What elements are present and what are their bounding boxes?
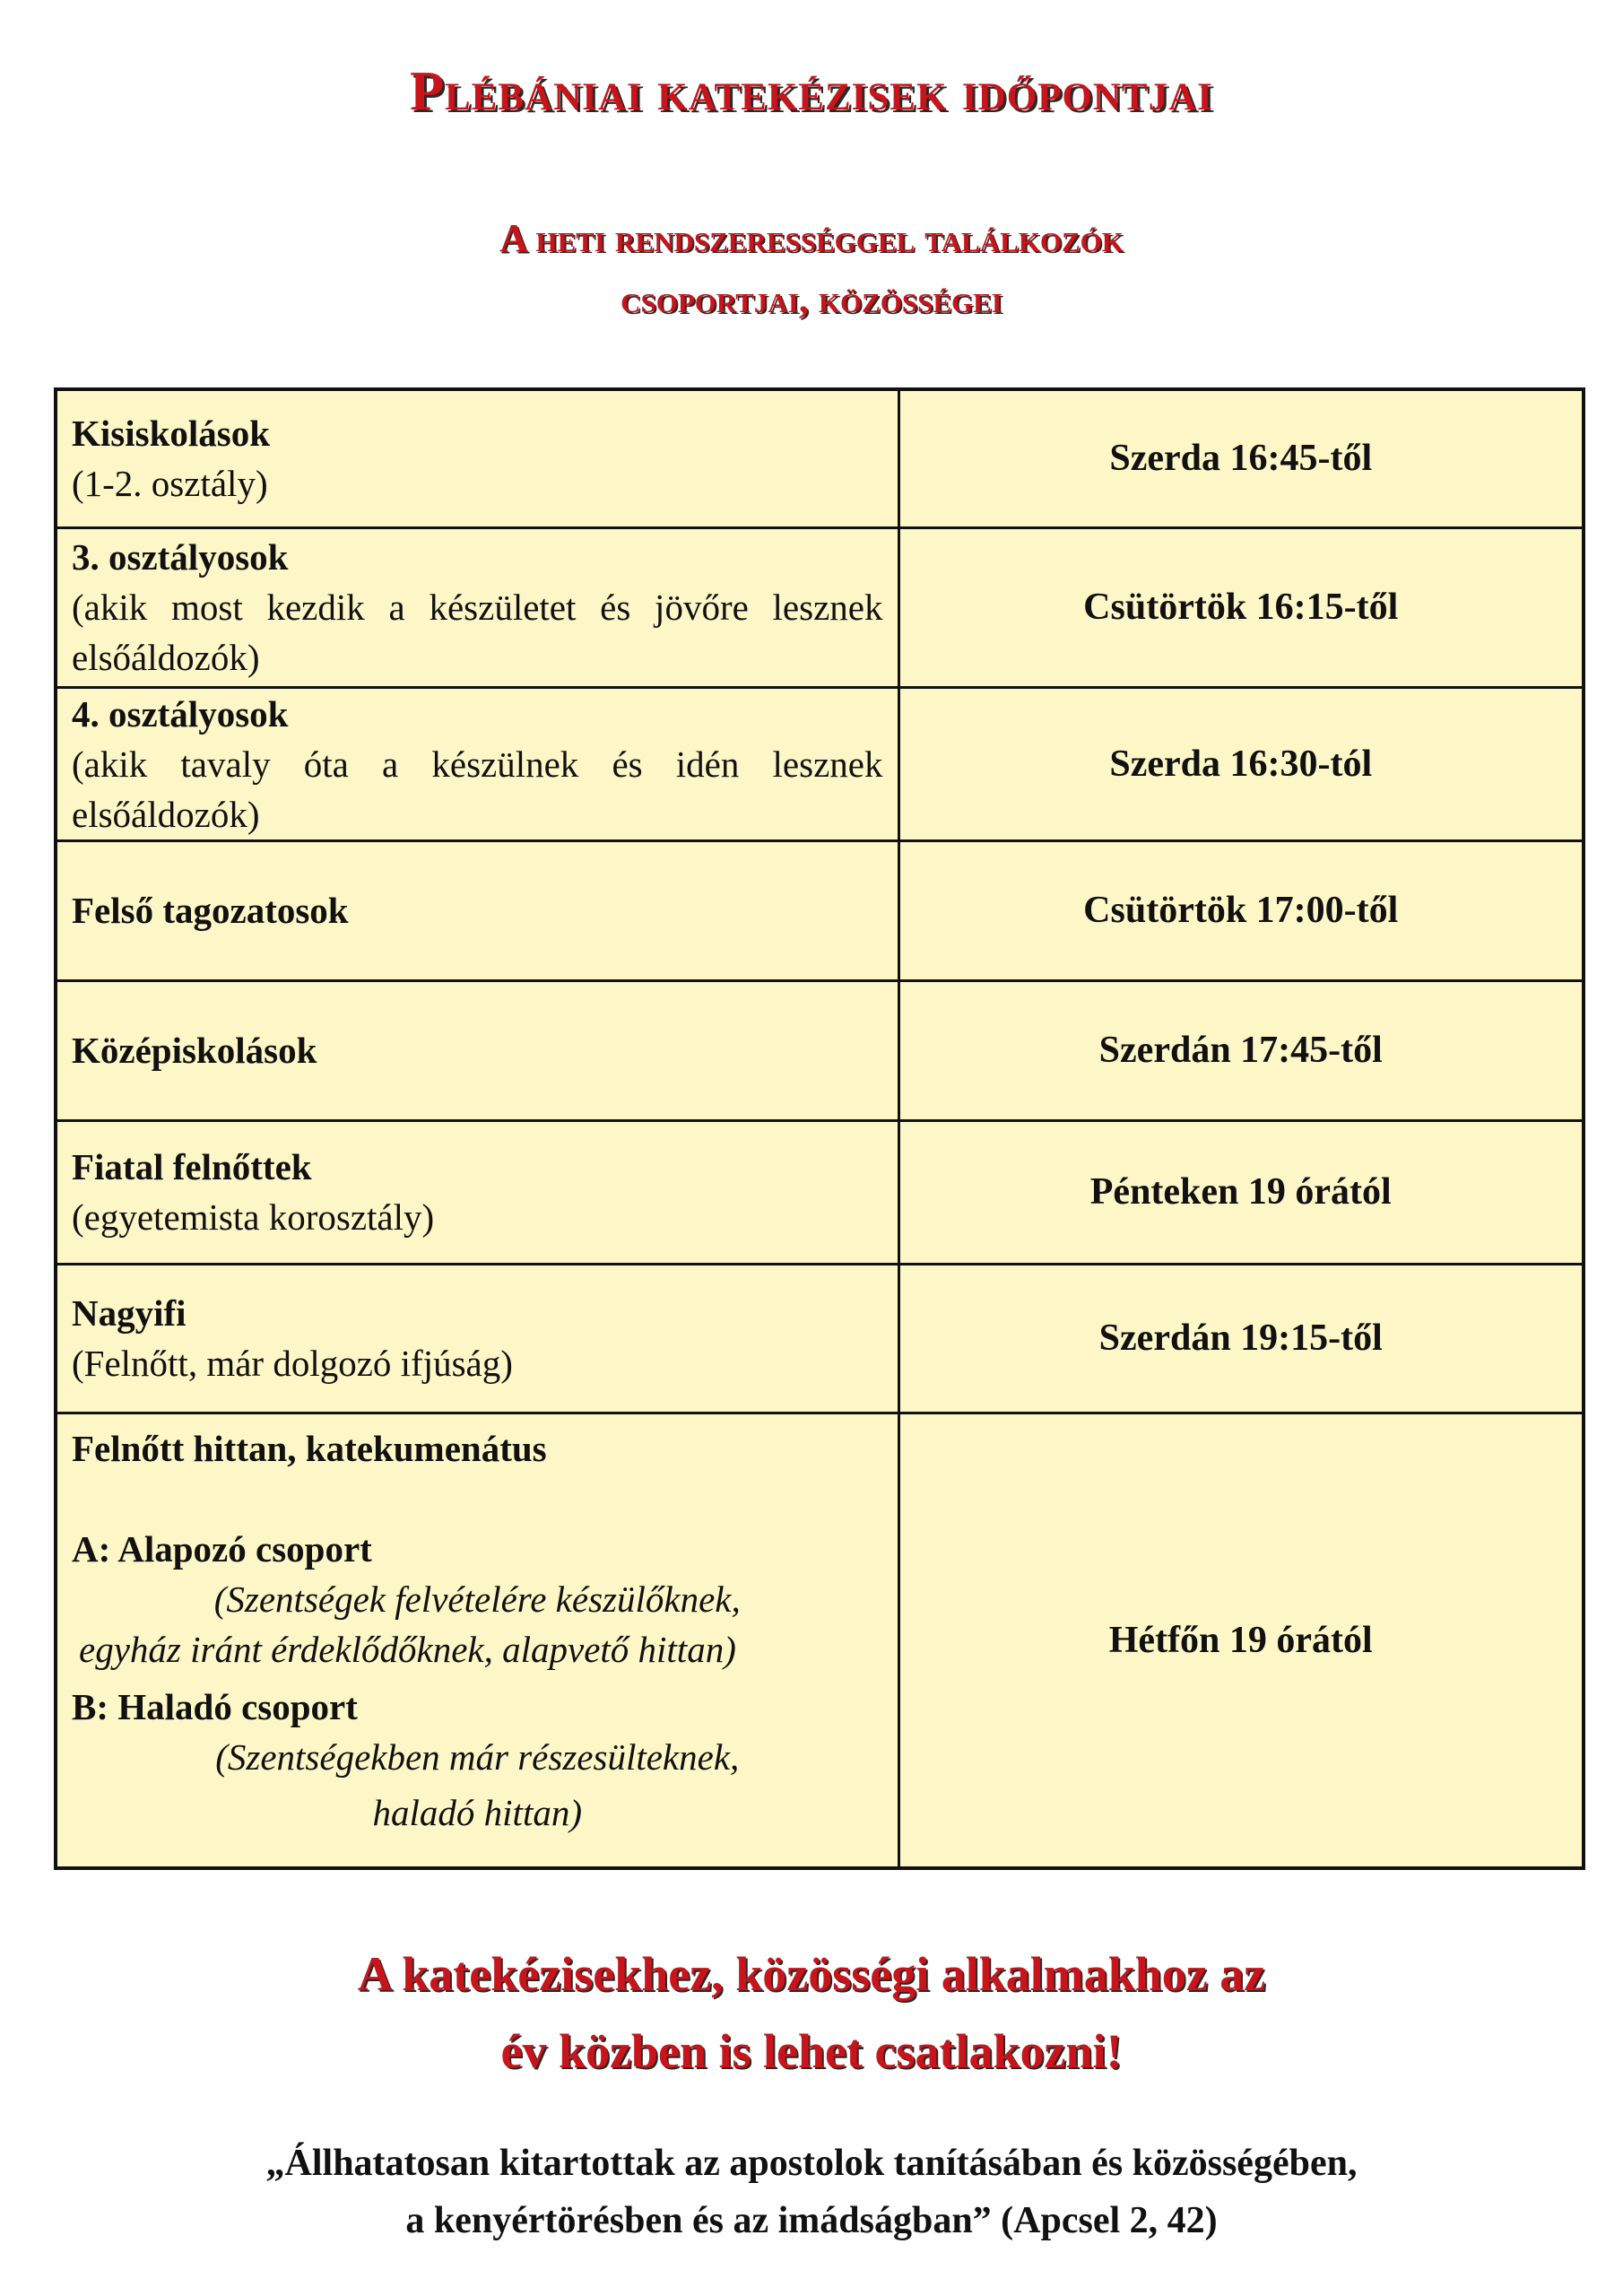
group-cell bbox=[56, 840, 898, 980]
adult-group-cell bbox=[56, 1413, 898, 1868]
group-cell bbox=[56, 980, 898, 1120]
table-row bbox=[56, 840, 1584, 980]
time-cell: Csütörtök 17:00-től bbox=[898, 840, 1584, 980]
subgroup-b-description: (Szentségekben már részesülteknek, bbox=[215, 1735, 740, 1778]
page-subtitle bbox=[0, 208, 1623, 330]
subtitle-line-1: A heti rendszerességgel találkozók bbox=[499, 216, 1124, 260]
join-note-line-2: év közben is lehet csatlakozni! bbox=[500, 2024, 1123, 2078]
group-name: Fiatal felnőttek bbox=[72, 1146, 312, 1187]
group-name: 3. osztályosok bbox=[72, 536, 289, 578]
group-name: Nagyifi bbox=[72, 1292, 187, 1334]
join-note bbox=[0, 1935, 1623, 2090]
group-cell bbox=[56, 389, 898, 527]
schedule-table bbox=[54, 387, 1585, 1870]
time-cell: Csütörtök 16:15-től bbox=[898, 527, 1584, 687]
group-name: Felnőtt hittan, katekumenátus bbox=[72, 1427, 547, 1469]
time-cell: Szerda 16:45-től bbox=[898, 389, 1584, 527]
time-cell: Szerdán 19:15-től bbox=[898, 1264, 1584, 1413]
group-cell bbox=[56, 527, 898, 687]
table-row bbox=[56, 527, 1584, 687]
group-name: 4. osztályosok bbox=[72, 692, 289, 735]
subtitle-line-2: csoportjai, közösségei bbox=[621, 277, 1002, 321]
group-description: (Felnőtt, már dolgozó ifjúság) bbox=[72, 1343, 513, 1384]
group-description: (akik most kezdik a készületet és jövőre lesznek elsőáldozók) bbox=[72, 587, 883, 678]
subgroup-b-description: haladó hittan) bbox=[372, 1791, 582, 1833]
time-cell: Pénteken 19 órától bbox=[898, 1120, 1584, 1264]
table-row bbox=[56, 389, 1584, 527]
group-description: (1-2. osztály) bbox=[72, 463, 268, 505]
subgroup-a-title: A: Alapozó csoport bbox=[72, 1527, 372, 1570]
subgroup-a-description: egyház iránt érdeklődőknek, alapvető hittan) bbox=[79, 1628, 736, 1670]
bible-quote bbox=[0, 2135, 1623, 2249]
group-name: Középiskolások bbox=[72, 1030, 317, 1071]
bible-quote-line-1: „Állhatatosan kitartottak az apostolok tanításában és közösségében, bbox=[265, 2143, 1358, 2184]
time-cell: Szerda 16:30-tól bbox=[898, 687, 1584, 840]
table-row bbox=[56, 980, 1584, 1120]
table-row bbox=[56, 1413, 1584, 1868]
group-cell bbox=[56, 687, 898, 840]
page-title: Plébániai katekézisek időpontjai bbox=[410, 61, 1213, 122]
subgroup-b-title: B: Haladó csoport bbox=[72, 1685, 358, 1727]
table-row bbox=[56, 1120, 1584, 1264]
group-name: Felső tagozatosok bbox=[72, 890, 349, 931]
group-cell bbox=[56, 1120, 898, 1264]
subgroup-a-description: (Szentségek felvételére készülőknek, bbox=[213, 1578, 741, 1620]
time-cell: Hétfőn 19 órától bbox=[898, 1413, 1584, 1868]
table-row bbox=[56, 1264, 1584, 1413]
group-name: Kisiskolások bbox=[72, 413, 271, 455]
table-row bbox=[56, 687, 1584, 840]
group-description: (akik tavaly óta a készülnek és idén lesznek elsőáldozók) bbox=[72, 743, 883, 835]
join-note-line-1: A katekézisekhez, közösségi alkalmakhoz az bbox=[357, 1947, 1266, 2001]
group-description: (egyetemista korosztály) bbox=[72, 1196, 435, 1238]
time-cell: Szerdán 17:45-től bbox=[898, 980, 1584, 1120]
group-cell bbox=[56, 1264, 898, 1413]
bible-quote-line-2: a kenyértörésben és az imádságban” (Apcsel 2, 42) bbox=[405, 2200, 1218, 2241]
